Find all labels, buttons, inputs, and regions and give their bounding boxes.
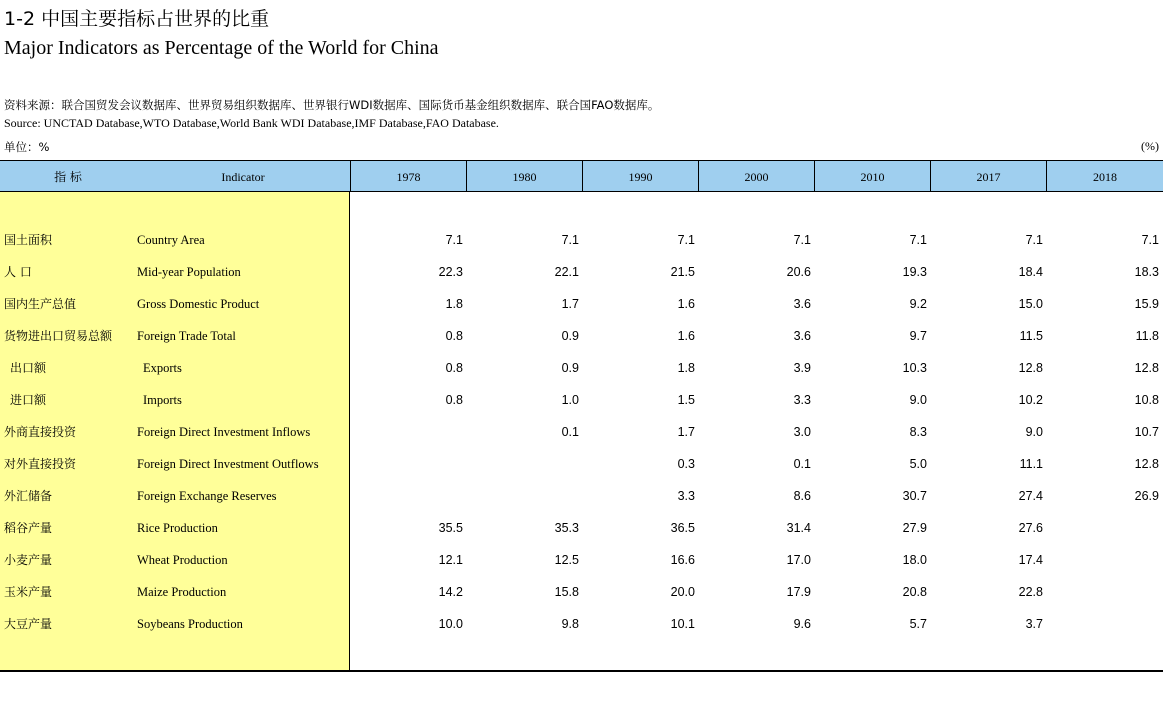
indicator-name-en: Gross Domestic Product	[137, 297, 260, 311]
value-cell: 31.4	[786, 521, 811, 535]
value-cell: 0.8	[445, 393, 463, 407]
value-cell: 0.3	[677, 457, 695, 471]
table-row	[0, 224, 1163, 256]
indicator-name-en: Wheat Production	[137, 553, 228, 567]
value-cell: 7.1	[1025, 233, 1043, 247]
value-cell: 35.3	[554, 521, 579, 535]
page-title-cn: 1-2 中国主要指标占世界的比重	[4, 8, 270, 30]
value-cell: 36.5	[670, 521, 695, 535]
value-cell: 3.6	[793, 297, 811, 311]
value-cell: 27.6	[1018, 521, 1043, 535]
value-cell: 9.8	[561, 617, 579, 631]
value-cell: 1.7	[561, 297, 579, 311]
value-cell: 0.9	[561, 361, 579, 375]
value-cell: 5.0	[909, 457, 927, 471]
value-cell: 20.8	[902, 585, 927, 599]
indicator-name-en: Soybeans Production	[137, 617, 243, 631]
value-cell: 7.1	[1141, 233, 1159, 247]
header-year: 1978	[396, 170, 421, 184]
value-cell: 35.5	[438, 521, 463, 535]
value-cell: 20.6	[786, 265, 811, 279]
indicator-name-en: Imports	[143, 393, 182, 407]
header-year: 1990	[628, 170, 653, 184]
indicator-name-cn: 国内生产总值	[4, 297, 77, 311]
indicator-name-cn: 外汇储备	[4, 489, 53, 503]
header-year: 2018	[1093, 170, 1117, 184]
value-cell: 1.6	[677, 297, 695, 311]
header-year: 2000	[744, 170, 769, 184]
unit-label: 单位：%	[4, 140, 50, 154]
value-cell: 10.1	[670, 617, 695, 631]
table-row	[0, 352, 1163, 384]
value-cell: 15.8	[554, 585, 579, 599]
value-cell: 7.1	[909, 233, 927, 247]
unit-label-right: (%)	[1141, 139, 1159, 153]
header-year: 2010	[860, 170, 885, 184]
value-cell: 1.6	[677, 329, 695, 343]
value-cell: 10.2	[1018, 393, 1043, 407]
value-cell: 9.0	[909, 393, 927, 407]
source-note-en: Source: UNCTAD Database,WTO Database,World Bank WDI Database,IMF Database,FAO Database.	[4, 116, 499, 130]
value-cell: 3.6	[793, 329, 811, 343]
table-row	[0, 576, 1163, 608]
value-cell: 17.4	[1018, 553, 1043, 567]
indicator-name-cn: 进口额	[10, 393, 47, 407]
value-cell: 0.1	[561, 425, 579, 439]
indicator-name-en: Foreign Direct Investment Outflows	[137, 457, 319, 471]
table-header	[0, 160, 1163, 192]
indicator-name-en: Foreign Trade Total	[137, 329, 236, 343]
indicator-name-cn: 外商直接投资	[4, 425, 77, 439]
header-indicator-en: Indicator	[221, 170, 265, 184]
indicator-name-en: Foreign Exchange Reserves	[137, 489, 277, 503]
value-cell: 7.1	[793, 233, 811, 247]
value-cell: 9.0	[1025, 425, 1043, 439]
table-row	[0, 256, 1163, 288]
value-cell: 8.6	[793, 489, 811, 503]
value-cell: 12.8	[1018, 361, 1043, 375]
value-cell: 1.5	[677, 393, 695, 407]
page-title-en: Major Indicators as Percentage of the World for China	[4, 37, 439, 59]
value-cell: 20.0	[670, 585, 695, 599]
table-row	[0, 288, 1163, 320]
table-row	[0, 320, 1163, 352]
table-row	[0, 544, 1163, 576]
value-cell: 27.9	[902, 521, 927, 535]
value-cell: 11.5	[1019, 329, 1043, 343]
indicator-name-en: Mid-year Population	[137, 265, 241, 279]
value-cell: 18.0	[902, 553, 927, 567]
value-cell: 12.1	[438, 553, 463, 567]
value-cell: 9.2	[909, 297, 927, 311]
value-cell: 1.7	[677, 425, 695, 439]
value-cell: 15.9	[1134, 297, 1159, 311]
indicator-name-en: Foreign Direct Investment Inflows	[137, 425, 311, 439]
indicator-name-cn: 货物进出口贸易总额	[4, 329, 113, 343]
value-cell: 3.7	[1025, 617, 1043, 631]
value-cell: 22.8	[1018, 585, 1043, 599]
value-cell: 5.7	[909, 617, 927, 631]
indicator-name-en: Country Area	[137, 233, 205, 247]
table-row	[0, 384, 1163, 416]
table-row	[0, 512, 1163, 544]
value-cell: 18.3	[1134, 265, 1159, 279]
table-row	[0, 416, 1163, 448]
value-cell: 0.8	[445, 329, 463, 343]
value-cell: 9.6	[793, 617, 811, 631]
value-cell: 0.8	[445, 361, 463, 375]
value-cell: 9.7	[909, 329, 927, 343]
indicator-name-cn: 人 口	[4, 265, 32, 279]
value-cell: 18.4	[1018, 265, 1043, 279]
indicator-name-en: Maize Production	[137, 585, 227, 599]
source-note-cn: 资料来源：联合国贸发会议数据库、世界贸易组织数据库、世界银行WDI数据库、国际货币基金组织数据库、联合国FAO数据库。	[4, 98, 660, 112]
header-year: 2017	[976, 170, 1001, 184]
value-cell: 22.3	[438, 265, 463, 279]
table-row	[0, 608, 1163, 640]
header-indicator-cn: 指 标	[54, 170, 82, 184]
indicator-name-cn: 大豆产量	[4, 617, 53, 631]
value-cell: 7.1	[445, 233, 463, 247]
value-cell: 3.3	[677, 489, 695, 503]
value-cell: 30.7	[902, 489, 927, 503]
indicator-name-cn: 出口额	[10, 361, 47, 375]
value-cell: 26.9	[1134, 489, 1159, 503]
value-cell: 12.5	[554, 553, 579, 567]
indicator-name-en: Rice Production	[137, 521, 218, 535]
value-cell: 16.6	[670, 553, 695, 567]
indicator-name-cn: 玉米产量	[4, 585, 53, 599]
table-row	[0, 448, 1163, 480]
value-cell: 3.0	[793, 425, 811, 439]
value-cell: 0.1	[793, 457, 811, 471]
value-cell: 10.0	[438, 617, 463, 631]
value-cell: 3.9	[793, 361, 811, 375]
value-cell: 7.1	[561, 233, 579, 247]
value-cell: 10.3	[902, 361, 927, 375]
value-cell: 8.3	[909, 425, 927, 439]
indicator-name-cn: 稻谷产量	[4, 521, 53, 535]
value-cell: 19.3	[902, 265, 927, 279]
value-cell: 10.7	[1134, 425, 1159, 439]
value-cell: 12.8	[1134, 457, 1159, 471]
value-cell: 3.3	[793, 393, 811, 407]
value-cell: 7.1	[677, 233, 695, 247]
header-year: 1980	[512, 170, 537, 184]
value-cell: 17.0	[786, 553, 811, 567]
value-cell: 15.0	[1018, 297, 1043, 311]
value-cell: 10.8	[1134, 393, 1159, 407]
value-cell: 1.8	[445, 297, 463, 311]
value-cell: 27.4	[1018, 489, 1043, 503]
value-cell: 14.2	[438, 585, 463, 599]
indicator-name-cn: 对外直接投资	[4, 457, 77, 471]
indicator-name-cn: 国土面积	[4, 233, 53, 247]
indicator-name-cn: 小麦产量	[4, 553, 53, 567]
value-cell: 11.8	[1135, 329, 1159, 343]
value-cell: 0.9	[561, 329, 579, 343]
value-cell: 21.5	[670, 265, 695, 279]
value-cell: 1.8	[677, 361, 695, 375]
value-cell: 1.0	[561, 393, 579, 407]
value-cell: 17.9	[786, 585, 811, 599]
value-cell: 12.8	[1134, 361, 1159, 375]
value-cell: 11.1	[1019, 457, 1043, 471]
value-cell: 22.1	[554, 265, 579, 279]
indicator-name-en: Exports	[143, 361, 182, 375]
table-bottom-rule	[0, 670, 1163, 672]
table-row	[0, 480, 1163, 512]
